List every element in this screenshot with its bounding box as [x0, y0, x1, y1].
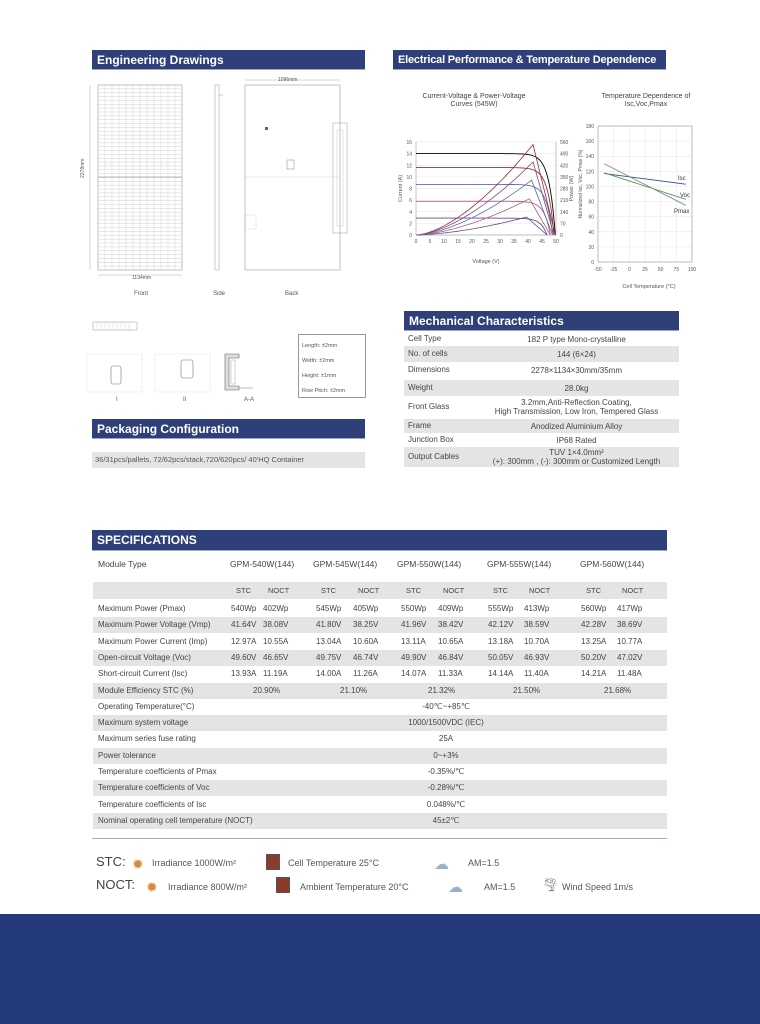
- iv-y2-tick: 560: [560, 140, 569, 146]
- front-label: Front: [134, 291, 149, 297]
- spec-value: 41.96V: [401, 620, 427, 630]
- noct-am: AM=1.5: [484, 882, 516, 892]
- iv-y-tick: 4: [409, 209, 412, 216]
- spec-common-row: [93, 764, 667, 780]
- efficiency-label: Module Efficiency STC (%): [98, 685, 194, 695]
- iv-y2-tick: 280: [560, 186, 569, 193]
- iv-y-tick: 16: [406, 140, 412, 146]
- temp-x-tick: 50: [657, 267, 664, 273]
- noct-irradiance: Irradiance 800W/m²: [168, 882, 248, 892]
- spec-common-label: Temperature coefficients of Isc: [98, 799, 207, 809]
- mechanical-value: [474, 362, 679, 378]
- efficiency-value: 21.32%: [428, 685, 456, 695]
- spec-value: 10.60A: [353, 636, 379, 646]
- mechanical-value: [474, 419, 679, 433]
- iv-y-tick: 12: [406, 163, 412, 170]
- tolerance-box: [298, 334, 366, 398]
- stc-noct-header-row: [93, 582, 667, 599]
- temp-x-tick: -25: [610, 267, 618, 273]
- spec-value: 11.48A: [617, 669, 642, 679]
- packaging-text: 36/31pcs/pallets, 72/62pcs/stack,720/620pcs/ 40'HQ Container: [92, 452, 365, 468]
- noct-header: NOCT: [443, 586, 465, 595]
- spec-common-value: -40℃~+85℃: [422, 701, 470, 711]
- mechanical-row: [404, 380, 679, 396]
- iv-x-tick: 35: [511, 239, 517, 245]
- mechanical-label: Weight: [408, 383, 433, 392]
- iv-chart-title: Current-Voltage & Power-Voltage Curves (545W): [422, 93, 526, 108]
- spec-value: 555Wp: [488, 604, 514, 613]
- mechanical-label: Dimensions: [408, 365, 450, 374]
- spec-value: 13.04A: [316, 636, 342, 646]
- temp-y-tick: 100: [585, 184, 594, 191]
- spec-value: 11.19A: [263, 669, 288, 679]
- iv-y2-tick: 140: [560, 209, 569, 216]
- mechanical-row: [404, 362, 679, 378]
- spec-value: 46.93V: [524, 652, 550, 662]
- front-panel-drawing: [98, 85, 182, 270]
- stc-header: STC: [236, 586, 251, 595]
- spec-common-label: Maximum series fuse rating: [98, 734, 196, 744]
- efficiency-value: 20.90%: [253, 685, 281, 695]
- spec-value: 540Wp: [231, 604, 257, 613]
- spec-value: 38.69V: [617, 620, 643, 630]
- thermometer-icon-noct: [276, 877, 290, 893]
- temp-x-label: Cell Temperature (°C): [622, 284, 676, 290]
- spec-value: 38.08V: [263, 620, 289, 630]
- iv-chart: [388, 130, 578, 290]
- back-panel-drawing: [245, 80, 347, 270]
- iv-y-tick: 14: [406, 151, 412, 158]
- spec-value: 41.64V: [231, 620, 257, 630]
- engineering-header: Engineering Drawings: [92, 50, 365, 70]
- iv-y-tick: 10: [406, 174, 412, 181]
- iv-x-tick: 30: [497, 239, 503, 245]
- section-i-label: I: [116, 397, 118, 403]
- model-name: GPM-550W(144): [397, 559, 462, 569]
- mechanical-value-line: 182 P type Mono-crystalline: [527, 334, 626, 344]
- dim-height-label: 2278mm: [80, 158, 86, 178]
- tolerance-length: Length: ±2mm: [302, 343, 338, 349]
- iv-x-tick: 0: [414, 239, 418, 245]
- spec-common-label: Nominal operating cell temperature (NOCT): [98, 815, 253, 825]
- electrical-header: Electrical Performance & Temperature Dependence: [393, 50, 666, 70]
- stc-cell-temp: Cell Temperature 25°C: [288, 858, 379, 868]
- noct-legend: [96, 877, 696, 897]
- spec-label: Maximum Power Voltage (Vmp): [98, 620, 211, 630]
- iv-x-tick: 5: [428, 239, 432, 245]
- module-type-label: Module Type: [98, 559, 147, 569]
- mechanical-value-line: 28.0kg: [564, 383, 589, 393]
- mechanical-value-line: (+): 300mm , (-): 300mm or Customized Length: [492, 457, 661, 466]
- wind-icon: 🌪: [542, 877, 559, 892]
- mechanical-value: [474, 332, 679, 346]
- temp-series-label: Voc: [680, 193, 691, 199]
- spec-common-value: -0.35%/℃: [427, 767, 465, 776]
- spec-value: 49.75V: [316, 652, 342, 662]
- spec-row: [93, 617, 667, 633]
- iv-y-tick: 2: [409, 221, 412, 228]
- temp-chart: [572, 118, 702, 290]
- side-drawing: [215, 85, 223, 270]
- spec-value: 413Wp: [524, 604, 550, 613]
- cloud-icon-noct: ☁: [448, 879, 463, 896]
- temp-y-tick: 20: [588, 244, 594, 251]
- iv-y2-tick: 0: [560, 233, 563, 239]
- mechanical-value-line: IP68 Rated: [556, 435, 597, 445]
- spec-value: 402Wp: [263, 604, 289, 613]
- spec-common-row: [93, 731, 667, 747]
- spec-value: 38.42V: [438, 620, 464, 630]
- mechanical-label: Output Cables: [408, 452, 460, 461]
- temp-series-label: Isc: [678, 176, 686, 182]
- spec-value: 560Wp: [581, 604, 607, 613]
- spec-label: Maximum Power Current (Imp): [98, 636, 208, 646]
- spec-label: Open-circuit Voltage (Voc): [98, 652, 191, 662]
- stc-label: STC:: [96, 854, 126, 869]
- spec-value: 42.12V: [488, 620, 514, 630]
- noct-label: NOCT:: [96, 877, 135, 892]
- mechanical-label: Front Glass: [408, 402, 450, 411]
- temp-y-tick: 120: [585, 169, 594, 176]
- mechanical-row: [404, 433, 679, 447]
- spec-value: 14.00A: [316, 669, 342, 679]
- spec-value: 14.14A: [488, 669, 514, 679]
- packaging-header: Packaging Configuration: [92, 419, 365, 439]
- spec-value: 11.26A: [353, 669, 378, 679]
- temp-x-tick: 100: [687, 267, 697, 273]
- spec-common-row: [93, 813, 667, 829]
- spec-common-row: [93, 715, 667, 731]
- spec-row: [93, 650, 667, 666]
- iv-curve: [416, 184, 553, 235]
- specifications-header: SPECIFICATIONS: [92, 530, 667, 551]
- back-label: Back: [285, 291, 299, 297]
- iv-y2-tick: 210: [560, 198, 569, 205]
- stc-legend: [96, 854, 696, 874]
- spec-value: 47.02V: [617, 652, 643, 662]
- detail-drawings: [85, 318, 295, 408]
- spec-common-row: [93, 780, 667, 796]
- spec-value: 409Wp: [438, 604, 464, 613]
- iv-x-tick: 15: [455, 239, 461, 245]
- sun-icon-noct: ✹: [146, 879, 158, 895]
- mechanical-value: [474, 380, 679, 396]
- iv-x-tick: 20: [469, 239, 475, 245]
- dim-width-label: 1134mm: [132, 275, 152, 281]
- mechanical-value-line: Anodized Aluminium Alloy: [530, 421, 623, 431]
- tolerance-height: Height: ±1mm: [302, 373, 337, 379]
- spec-row: [93, 634, 667, 650]
- iv-x-tick: 40: [525, 239, 531, 245]
- tolerance-width: Width: ±2mm: [302, 358, 335, 364]
- iv-x-tick: 45: [539, 239, 545, 245]
- temp-y-tick: 140: [585, 154, 594, 161]
- temp-y-tick: 180: [585, 124, 594, 130]
- spec-value: 550Wp: [401, 604, 427, 613]
- engineering-drawing: [85, 75, 365, 305]
- iv-y-tick: 8: [409, 186, 412, 193]
- mechanical-value-line: 144 (6×24): [557, 349, 596, 359]
- spec-common-value: 25A: [438, 734, 454, 744]
- model-name: GPM-560W(144): [580, 559, 645, 569]
- spec-common-label: Temperature coefficients of Pmax: [98, 767, 217, 776]
- spec-value: 405Wp: [353, 604, 379, 613]
- temp-y-label: Normalized Isc, Voc, Pmax (%): [578, 149, 584, 219]
- spec-value: 42.28V: [581, 620, 607, 630]
- mechanical-label: Junction Box: [408, 435, 454, 444]
- iv-y2-tick: 420: [560, 163, 569, 170]
- temp-x-tick: 0: [627, 267, 631, 273]
- spec-common-label: Operating Temperature(°C): [98, 701, 195, 711]
- spec-common-row: [93, 699, 667, 715]
- sun-icon: ✹: [132, 856, 144, 872]
- iv-x-tick: 10: [441, 239, 447, 245]
- mechanical-row: [404, 447, 679, 467]
- mechanical-row: [404, 332, 679, 346]
- stc-header: STC: [493, 586, 508, 595]
- temp-x-tick: -50: [594, 267, 602, 273]
- iv-x-label: Voltage (V): [472, 259, 500, 265]
- iv-y-tick: 0: [409, 233, 412, 239]
- spec-value: 11.33A: [438, 669, 463, 679]
- pv-curve: [416, 145, 555, 236]
- iv-y2-tick: 350: [560, 174, 569, 181]
- spec-common-row: [93, 797, 667, 813]
- temp-y-tick: 60: [588, 214, 594, 221]
- spec-common-value: -0.28%/℃: [427, 783, 465, 793]
- mechanical-label: Frame: [408, 421, 432, 430]
- noct-wind: Wind Speed 1m/s: [562, 882, 634, 892]
- temp-y-tick: 0: [591, 260, 594, 266]
- spec-common-value: 0.048%/℃: [426, 799, 466, 809]
- efficiency-value: 21.68%: [604, 685, 632, 695]
- spec-value: 49.90V: [401, 652, 427, 662]
- noct-ambient: Ambient Temperature 20°C: [300, 882, 409, 892]
- mechanical-value-line: 2278×1134×30mm/35mm: [530, 365, 623, 375]
- spec-value: 41.80V: [316, 620, 342, 630]
- iv-y2-tick: 490: [560, 151, 569, 158]
- temp-y-tick: 40: [588, 229, 594, 236]
- stc-header: STC: [321, 586, 336, 595]
- stc-am: AM=1.5: [468, 858, 500, 868]
- spec-value: 10.70A: [524, 636, 550, 646]
- noct-header: NOCT: [358, 586, 380, 595]
- spec-value: 14.07A: [401, 669, 427, 679]
- temp-series-label: Pmax: [674, 209, 690, 215]
- mechanical-value-line: 3.2mm,Anti-Reflection Coating,: [521, 398, 632, 407]
- mechanical-row: [404, 346, 679, 362]
- dim-back-label: 1096mm: [278, 77, 298, 83]
- mechanical-row: [404, 419, 679, 433]
- iv-x-tick: 25: [483, 239, 489, 245]
- spec-bottom-rule: [92, 838, 667, 839]
- spec-label: Short-circuit Current (Isc): [98, 669, 188, 679]
- iv-y2-tick: 70: [560, 221, 566, 228]
- spec-common-value: 1000/1500VDC (IEC): [408, 718, 484, 728]
- iv-y-tick: 6: [409, 198, 412, 205]
- mechanical-value: [474, 433, 679, 447]
- mechanical-value: [474, 346, 679, 362]
- spec-common-value: 0~+3%: [433, 750, 459, 760]
- spec-value: 14.21A: [581, 669, 607, 679]
- mechanical-value: [474, 397, 679, 417]
- temp-x-tick: 25: [642, 267, 648, 273]
- spec-value: 417Wp: [617, 604, 643, 613]
- model-name: GPM-540W(144): [230, 559, 295, 569]
- mechanical-value-line: High Transmission, Low Iron, Tempered Glass: [494, 407, 659, 416]
- stc-irradiance: Irradiance 1000W/m²: [152, 858, 237, 868]
- spec-value: 10.77A: [617, 636, 643, 646]
- mechanical-label: No. of cells: [408, 349, 448, 358]
- spec-value: 13.93A: [231, 669, 257, 679]
- spec-value: 10.65A: [438, 636, 464, 646]
- spec-value: 50.20V: [581, 652, 607, 662]
- efficiency-value: 21.50%: [513, 685, 541, 695]
- thermometer-icon: [266, 854, 280, 870]
- efficiency-value: 21.10%: [340, 685, 368, 695]
- stc-header: STC: [586, 586, 601, 595]
- model-name: GPM-555W(144): [487, 559, 552, 569]
- mechanical-label: Cell Type: [408, 334, 442, 343]
- iv-y-label: Current (A): [398, 174, 404, 203]
- spec-value: 49.60V: [231, 652, 257, 662]
- mechanical-value: [474, 447, 679, 467]
- model-name: GPM-545W(144): [313, 559, 378, 569]
- noct-header: NOCT: [622, 586, 644, 595]
- spec-value: 11.40A: [524, 669, 549, 679]
- side-label: Side: [213, 291, 226, 297]
- spec-value: 46.74V: [353, 652, 379, 662]
- temp-y-tick: 160: [585, 139, 594, 146]
- noct-header: NOCT: [529, 586, 551, 595]
- spec-value: 545Wp: [316, 604, 342, 613]
- noct-header: NOCT: [268, 586, 290, 595]
- spec-common-value: 45±2℃: [432, 815, 460, 825]
- spec-common-row: [93, 748, 667, 764]
- mechanical-value-line: TUV 1×4.0mm²: [549, 448, 604, 457]
- mechanical-header: Mechanical Characteristics: [404, 311, 679, 331]
- efficiency-row: [93, 683, 667, 699]
- footer-band: [0, 914, 760, 1024]
- spec-value: 13.11A: [401, 636, 426, 646]
- mechanical-row: [404, 397, 679, 417]
- temp-x-tick: 75: [673, 267, 680, 273]
- stc-header: STC: [406, 586, 421, 595]
- temp-chart-title: Temperature Dependence of Isc,Voc,Pmax: [601, 93, 691, 108]
- spec-common-label: Temperature coefficients of Voc: [98, 783, 210, 793]
- iv-y2-label: Power (W): [569, 175, 575, 202]
- spec-value: 13.25A: [581, 636, 607, 646]
- iv-x-tick: 50: [553, 239, 559, 245]
- spec-common-label: Power tolerance: [98, 750, 156, 760]
- spec-value: 12.97A: [231, 636, 257, 646]
- spec-value: 50.05V: [488, 652, 514, 662]
- spec-value: 38.25V: [353, 620, 379, 630]
- spec-common-label: Maximum system voltage: [98, 718, 189, 728]
- spec-value: 46.84V: [438, 652, 464, 662]
- cloud-icon: ☁: [434, 856, 449, 873]
- spec-value: 13.18A: [488, 636, 514, 646]
- temp-y-tick: 80: [588, 199, 594, 206]
- section-ii-label: II: [183, 397, 187, 403]
- spec-value: 38.59V: [524, 620, 550, 630]
- spec-row: [93, 666, 667, 682]
- tolerance-row-pitch: Row Pitch: ±2mm: [302, 388, 346, 394]
- section-aa-label: A-A: [244, 397, 255, 403]
- spec-row: [93, 601, 667, 617]
- pv-curve: [416, 162, 554, 235]
- spec-value: 46.65V: [263, 652, 289, 662]
- spec-label: Maximum Power (Pmax): [98, 604, 186, 613]
- spec-value: 10.55A: [263, 636, 289, 646]
